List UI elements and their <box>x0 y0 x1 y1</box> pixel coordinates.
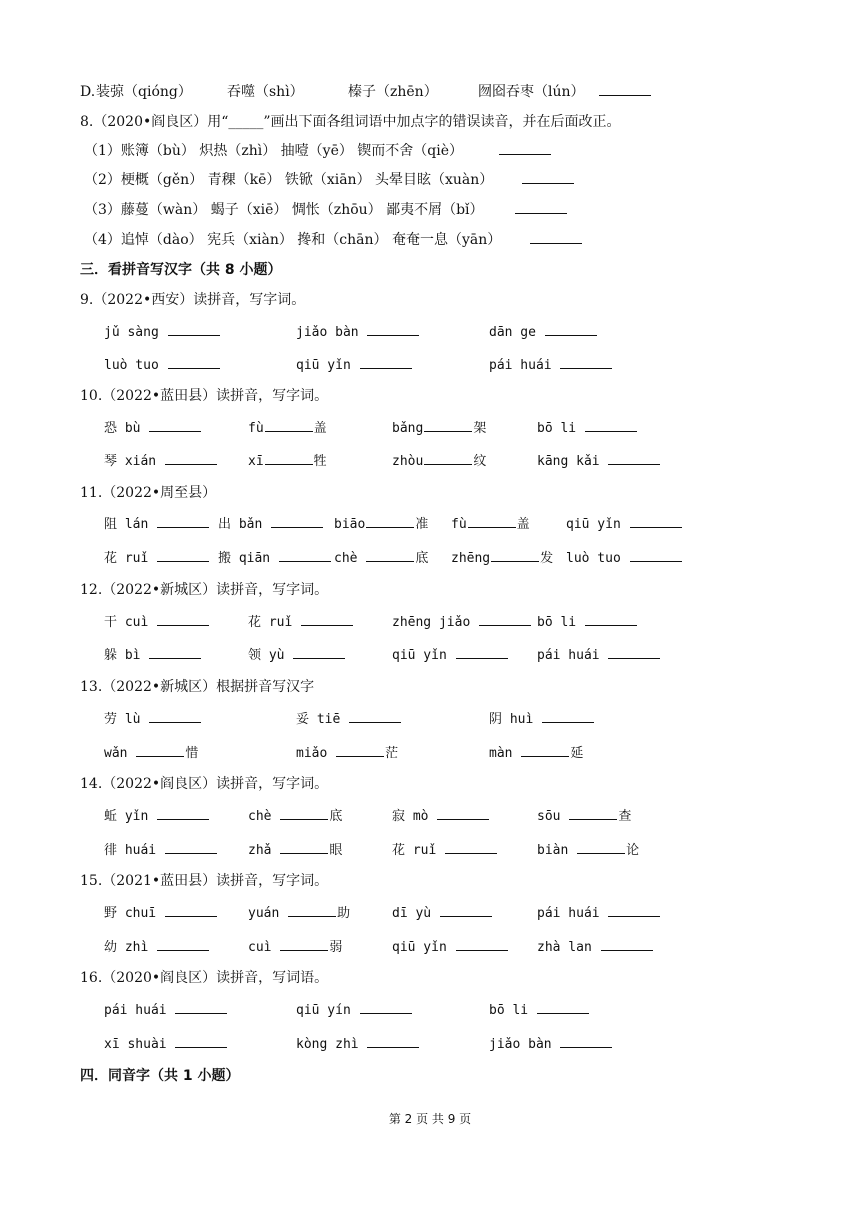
pinyin: jiǎo bàn <box>296 325 359 340</box>
page-footer: 第 2 页 共 9 页 <box>388 1112 472 1126</box>
pinyin: wǎn <box>104 746 128 761</box>
pinyin: fù <box>451 517 467 532</box>
pinyin: qiū yǐn <box>392 648 447 663</box>
pinyin: xī shuài <box>104 1037 167 1052</box>
question-15-row-2 <box>0 935 860 959</box>
pinyin: 劳 lù <box>104 712 141 727</box>
pinyin: yuán <box>248 906 280 921</box>
answer-blank[interactable] <box>569 804 617 820</box>
answer-blank[interactable] <box>136 741 184 757</box>
question-text: 9.（2022•西安）读拼音，写字词。 <box>80 292 306 308</box>
answer-blank[interactable] <box>537 998 589 1014</box>
pinyin: bō li <box>537 421 577 436</box>
hanzi: 助 <box>337 906 351 921</box>
answer-blank[interactable] <box>424 449 472 465</box>
pinyin: 幼 zhì <box>104 940 149 955</box>
question-14-head <box>0 772 860 796</box>
question-11-row-1 <box>0 512 860 536</box>
answer-blank[interactable] <box>608 901 660 917</box>
pinyin: 出 bǎn <box>218 517 263 532</box>
pinyin: zhà lan <box>537 940 592 955</box>
answer-blank[interactable] <box>630 546 682 562</box>
section-4-title <box>0 1064 860 1088</box>
pinyin: kāng kǎi <box>537 454 600 469</box>
answer-blank[interactable] <box>157 546 209 562</box>
answer-blank[interactable] <box>165 449 217 465</box>
hanzi: 论 <box>626 843 640 858</box>
answer-blank[interactable] <box>630 512 682 528</box>
question-8-row-4 <box>0 228 860 252</box>
word: 吞噬（shì） <box>227 84 304 100</box>
question-10-head <box>0 384 860 408</box>
answer-blank[interactable] <box>280 935 328 951</box>
answer-blank[interactable] <box>560 1032 612 1048</box>
pinyin: 阻 lán <box>104 517 149 532</box>
pinyin: zhòu <box>392 454 424 469</box>
answer-blank[interactable] <box>168 353 220 369</box>
answer-blank[interactable] <box>456 643 508 659</box>
answer-blank[interactable] <box>468 512 516 528</box>
row-text: （1）账簿（bù） 炽热（zhì） 抽噎（yē） 锲而不舍（qiè） <box>84 143 464 159</box>
pinyin: luò tuo <box>104 358 159 373</box>
question-text: 11.（2022•周至县） <box>80 485 217 501</box>
answer-blank[interactable] <box>168 320 220 336</box>
question-text: 10.（2022•蓝田县）读拼音，写字词。 <box>80 388 329 404</box>
answer-blank[interactable] <box>360 998 412 1014</box>
answer-blank[interactable] <box>542 707 594 723</box>
answer-blank[interactable] <box>165 901 217 917</box>
pinyin: 搬 qiān <box>218 551 271 566</box>
answer-blank[interactable] <box>366 512 414 528</box>
pinyin: xī <box>248 454 264 469</box>
pinyin: pái huái <box>537 906 600 921</box>
question-15-head <box>0 869 860 893</box>
question-text: 16.（2020•阎良区）读拼音，写词语。 <box>80 970 329 986</box>
word: 囫囵吞枣（lún） <box>478 84 585 100</box>
question-12-row-2 <box>0 643 860 667</box>
pinyin: zhēng <box>451 551 491 566</box>
question-12-row-1 <box>0 610 860 634</box>
question-9-row-1 <box>0 320 860 344</box>
question-8-row-2 <box>0 168 860 192</box>
pinyin: bǎng <box>392 421 424 436</box>
pinyin: pái huái <box>537 648 600 663</box>
answer-blank[interactable] <box>560 353 612 369</box>
pinyin: sōu <box>537 809 561 824</box>
answer-blank[interactable] <box>601 935 653 951</box>
question-12-head <box>0 578 860 602</box>
question-13-head <box>0 675 860 699</box>
pinyin: qiū yǐn <box>566 517 621 532</box>
answer-blank[interactable] <box>545 320 597 336</box>
pinyin: kòng zhì <box>296 1037 359 1052</box>
hanzi: 底 <box>415 551 429 566</box>
section-heading: 三．看拼音写汉字（共 8 小题） <box>80 262 282 278</box>
answer-blank[interactable] <box>367 1032 419 1048</box>
pinyin: 寂 mò <box>392 809 429 824</box>
pinyin: biàn <box>537 843 569 858</box>
answer-blank[interactable] <box>157 512 209 528</box>
pinyin: qiū yǐn <box>296 358 351 373</box>
hanzi: 底 <box>329 809 343 824</box>
hanzi: 发 <box>540 551 554 566</box>
pinyin: bō li <box>537 615 577 630</box>
hanzi: 惜 <box>185 746 199 761</box>
row-text: （2）梗概（gěn） 青稞（kē） 铁锨（xiān） 头晕目眩（xuàn） <box>84 172 494 188</box>
pinyin: dān ge <box>489 325 536 340</box>
pinyin: 干 cuì <box>104 615 149 630</box>
answer-blank[interactable] <box>608 449 660 465</box>
answer-blank[interactable] <box>608 643 660 659</box>
answer-blank[interactable] <box>479 610 531 626</box>
answer-blank[interactable] <box>149 707 201 723</box>
answer-blank[interactable] <box>265 449 313 465</box>
answer-blank[interactable] <box>598 80 652 104</box>
pinyin: chè <box>248 809 272 824</box>
answer-blank[interactable] <box>577 838 625 854</box>
question-10-row-1 <box>0 416 860 440</box>
pinyin: dī yù <box>392 906 432 921</box>
answer-blank[interactable] <box>349 707 401 723</box>
pinyin: jiǎo bàn <box>489 1037 552 1052</box>
question-16-head <box>0 966 860 990</box>
pinyin: zhēng jiǎo <box>392 615 471 630</box>
hanzi: 查 <box>618 809 632 824</box>
answer-blank[interactable] <box>585 416 637 432</box>
option-d-label: D. <box>80 84 96 100</box>
pinyin: 妥 tiē <box>296 712 341 727</box>
answer-blank[interactable] <box>440 901 492 917</box>
answer-blank[interactable] <box>157 935 209 951</box>
hanzi: 盖 <box>516 517 530 532</box>
pinyin: 恐 bù <box>104 421 141 436</box>
answer-blank[interactable] <box>456 935 508 951</box>
answer-blank[interactable] <box>529 228 583 252</box>
answer-blank[interactable] <box>360 353 412 369</box>
answer-blank[interactable] <box>149 416 201 432</box>
question-text: 8.（2020•阎良区）用“_____”画出下面各组词语中加点字的错误读音，并在后面改正。 <box>80 114 621 130</box>
question-11-head <box>0 481 860 505</box>
answer-blank[interactable] <box>157 804 209 820</box>
word: 装弶（qióng） <box>96 84 192 100</box>
question-13-row-1 <box>0 707 860 731</box>
answer-blank[interactable] <box>301 610 353 626</box>
answer-blank[interactable] <box>366 546 414 562</box>
pinyin: 徘 huái <box>104 843 157 858</box>
answer-blank[interactable] <box>157 610 209 626</box>
answer-blank[interactable] <box>165 838 217 854</box>
question-11-row-2 <box>0 546 860 570</box>
pinyin: 躲 bì <box>104 648 141 663</box>
answer-blank[interactable] <box>521 741 569 757</box>
pinyin: luò tuo <box>566 551 621 566</box>
answer-blank[interactable] <box>521 168 575 192</box>
pinyin: 琴 xián <box>104 454 157 469</box>
pinyin: 花 ruǐ <box>392 843 437 858</box>
pinyin: qiū yín <box>296 1003 351 1018</box>
question-text: 14.（2022•阎良区）读拼音，写字词。 <box>80 776 329 792</box>
answer-blank[interactable] <box>491 546 539 562</box>
hanzi: 准 <box>415 517 429 532</box>
answer-blank[interactable] <box>498 139 552 163</box>
answer-blank[interactable] <box>293 643 345 659</box>
question-15-row-1 <box>0 901 860 925</box>
pinyin: pái huái <box>104 1003 167 1018</box>
pinyin: miǎo <box>296 746 328 761</box>
pinyin: 野 chuī <box>104 906 157 921</box>
question-14-row-2 <box>0 838 860 862</box>
answer-blank[interactable] <box>437 804 489 820</box>
pinyin: 花 ruǐ <box>104 551 149 566</box>
pinyin: jǔ sàng <box>104 325 159 340</box>
hanzi: 架 <box>473 421 487 436</box>
hanzi: 弱 <box>329 940 343 955</box>
row-text: （3）藤蔓（wàn） 蝎子（xiē） 惆怅（zhōu） 鄙夷不屑（bǐ） <box>84 202 484 218</box>
question-16-row-1 <box>0 998 860 1022</box>
pinyin: 阴 huì <box>489 712 534 727</box>
question-8-row-1 <box>0 139 860 163</box>
question-10-row-2 <box>0 449 860 473</box>
pinyin: fù <box>248 421 264 436</box>
pinyin: màn <box>489 746 513 761</box>
answer-blank[interactable] <box>288 901 336 917</box>
pinyin: biāo <box>334 517 366 532</box>
pinyin: 蚯 yǐn <box>104 809 149 824</box>
hanzi: 牲 <box>313 454 327 469</box>
question-16-row-2 <box>0 1032 860 1056</box>
answer-blank[interactable] <box>279 546 331 562</box>
question-13-row-2 <box>0 741 860 765</box>
pinyin: 花 ruǐ <box>248 615 293 630</box>
pinyin: pái huái <box>489 358 552 373</box>
question-14-row-1 <box>0 804 860 828</box>
answer-blank[interactable] <box>514 198 568 222</box>
question-8-row-3 <box>0 198 860 222</box>
answer-blank[interactable] <box>445 838 497 854</box>
answer-blank[interactable] <box>336 741 384 757</box>
pinyin: bō li <box>489 1003 529 1018</box>
answer-blank[interactable] <box>149 643 201 659</box>
question-9-head <box>0 288 860 312</box>
hanzi: 盖 <box>313 421 327 436</box>
option-d <box>0 80 860 104</box>
question-text: 12.（2022•新城区）读拼音，写字词。 <box>80 582 329 598</box>
answer-blank[interactable] <box>271 512 323 528</box>
section-3-title <box>0 258 860 282</box>
answer-blank[interactable] <box>175 998 227 1014</box>
hanzi: 茫 <box>385 746 399 761</box>
question-8-head <box>0 110 860 134</box>
hanzi: 延 <box>570 746 584 761</box>
pinyin: chè <box>334 551 358 566</box>
pinyin: 领 yù <box>248 648 285 663</box>
section-heading: 四．同音字（共 1 小题） <box>80 1068 240 1084</box>
answer-blank[interactable] <box>280 804 328 820</box>
question-text: 13.（2022•新城区）根据拼音写汉字 <box>80 679 315 695</box>
pinyin: cuì <box>248 940 272 955</box>
hanzi: 纹 <box>473 454 487 469</box>
word: 榛子（zhēn） <box>348 84 438 100</box>
answer-blank[interactable] <box>175 1032 227 1048</box>
answer-blank[interactable] <box>280 838 328 854</box>
answer-blank[interactable] <box>265 416 313 432</box>
answer-blank[interactable] <box>585 610 637 626</box>
pinyin: qiū yǐn <box>392 940 447 955</box>
row-text: （4）追悼（dào） 宪兵（xiàn） 搀和（chān） 奄奄一息（yān） <box>84 232 502 248</box>
hanzi: 眼 <box>329 843 343 858</box>
pinyin: zhǎ <box>248 843 272 858</box>
question-9-row-2 <box>0 353 860 377</box>
answer-blank[interactable] <box>424 416 472 432</box>
question-text: 15.（2021•蓝田县）读拼音，写字词。 <box>80 873 329 889</box>
answer-blank[interactable] <box>367 320 419 336</box>
